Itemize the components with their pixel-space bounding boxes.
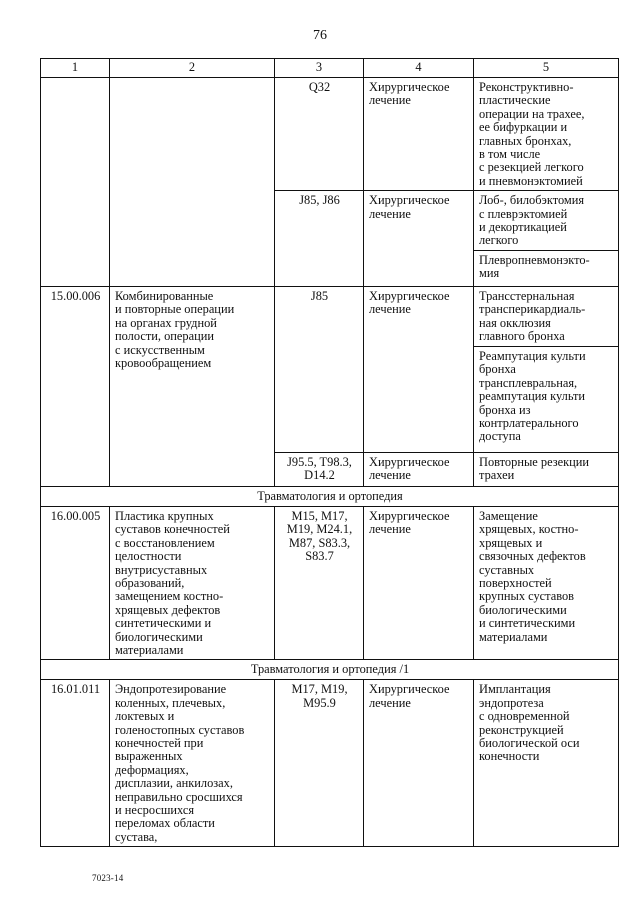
header-row: [41, 59, 619, 78]
method-cell: Трансстернальная трансперикардиаль- ная окклюзия главного бронха: [474, 286, 619, 346]
diagnosis-code-cell: J95.5, T98.3, D14.2: [275, 452, 364, 486]
table-row: [41, 78, 619, 191]
diagnosis-code-cell: J85: [275, 286, 364, 452]
procedure-name-cell: Пластика крупных суставов конечностей с восстановлением целостности внутрисуставных образований, замещением костно- хрящевых дефектов синтетическими и биологическими материалами: [110, 506, 275, 659]
header-col-1: 1: [41, 59, 110, 78]
header-col-2: 2: [110, 59, 275, 78]
section-row: [41, 486, 619, 506]
table-row: [41, 286, 619, 346]
footer-document-code: 7023-14: [92, 873, 124, 883]
treatment-cell: Хирургическое лечение: [364, 506, 474, 659]
method-cell: Плевропневмонэкто- мия: [474, 250, 619, 286]
header-col-4: 4: [364, 59, 474, 78]
method-cell: Повторные резекции трахеи: [474, 452, 619, 486]
procedure-number-cell: 16.01.011: [41, 680, 110, 847]
header-col-5: 5: [474, 59, 619, 78]
treatment-cell: Хирургическое лечение: [364, 191, 474, 287]
treatment-cell: Хирургическое лечение: [364, 78, 474, 191]
table-row: [41, 506, 619, 659]
procedure-number-cell: 15.00.006: [41, 286, 110, 486]
diagnosis-code-cell: J85, J86: [275, 191, 364, 287]
method-cell: Замещение хрящевых, костно- хрящевых и связочных дефектов суставных поверхностей крупных суставов биологическими и синтетическими материалами: [474, 506, 619, 659]
procedure-name-cell: Эндопротезирование коленных, плечевых, локтевых и голеностопных суставов конечностей при выраженных деформациях, дисплазии, анкилозах, неправильно сросшихся и несросшихся переломах области сустава,: [110, 680, 275, 847]
number-cell-empty: [41, 78, 110, 287]
section-heading: Травматология и ортопедия: [41, 486, 619, 506]
diagnosis-code-cell: M17, M19, M95.9: [275, 680, 364, 847]
method-cell: Лоб-, билобэктомия с плеврэктомией и декортикацией легкого: [474, 191, 619, 251]
page-number: 76: [313, 28, 327, 43]
treatment-cell: Хирургическое лечение: [364, 680, 474, 847]
method-cell: Реампутация культи бронха трансплевральная, реампутация культи бронха из контрлатерального доступа: [474, 346, 619, 452]
name-cell-empty: [110, 78, 275, 287]
section-row: [41, 660, 619, 680]
diagnosis-code-cell: M15, M17, M19, M24.1, M87, S83.3, S83.7: [275, 506, 364, 659]
procedure-number-cell: 16.00.005: [41, 506, 110, 659]
treatment-cell: Хирургическое лечение: [364, 286, 474, 452]
medical-procedures-table: [40, 58, 619, 847]
diagnosis-code-cell: Q32: [275, 78, 364, 191]
header-col-3: 3: [275, 59, 364, 78]
procedure-name-cell: Комбинированные и повторные операции на органах грудной полости, операции с искусственным кровообращением: [110, 286, 275, 486]
treatment-cell: Хирургическое лечение: [364, 452, 474, 486]
table-row: [41, 680, 619, 847]
section-heading: Травматология и ортопедия /1: [41, 660, 619, 680]
method-cell: Имплантация эндопротеза с одновременной реконструкцией биологической оси конечности: [474, 680, 619, 847]
method-cell: Реконструктивно- пластические операции на трахее, ее бифуркации и главных бронхах, в том числе с резекцией легкого и пневмонэктомией: [474, 78, 619, 191]
